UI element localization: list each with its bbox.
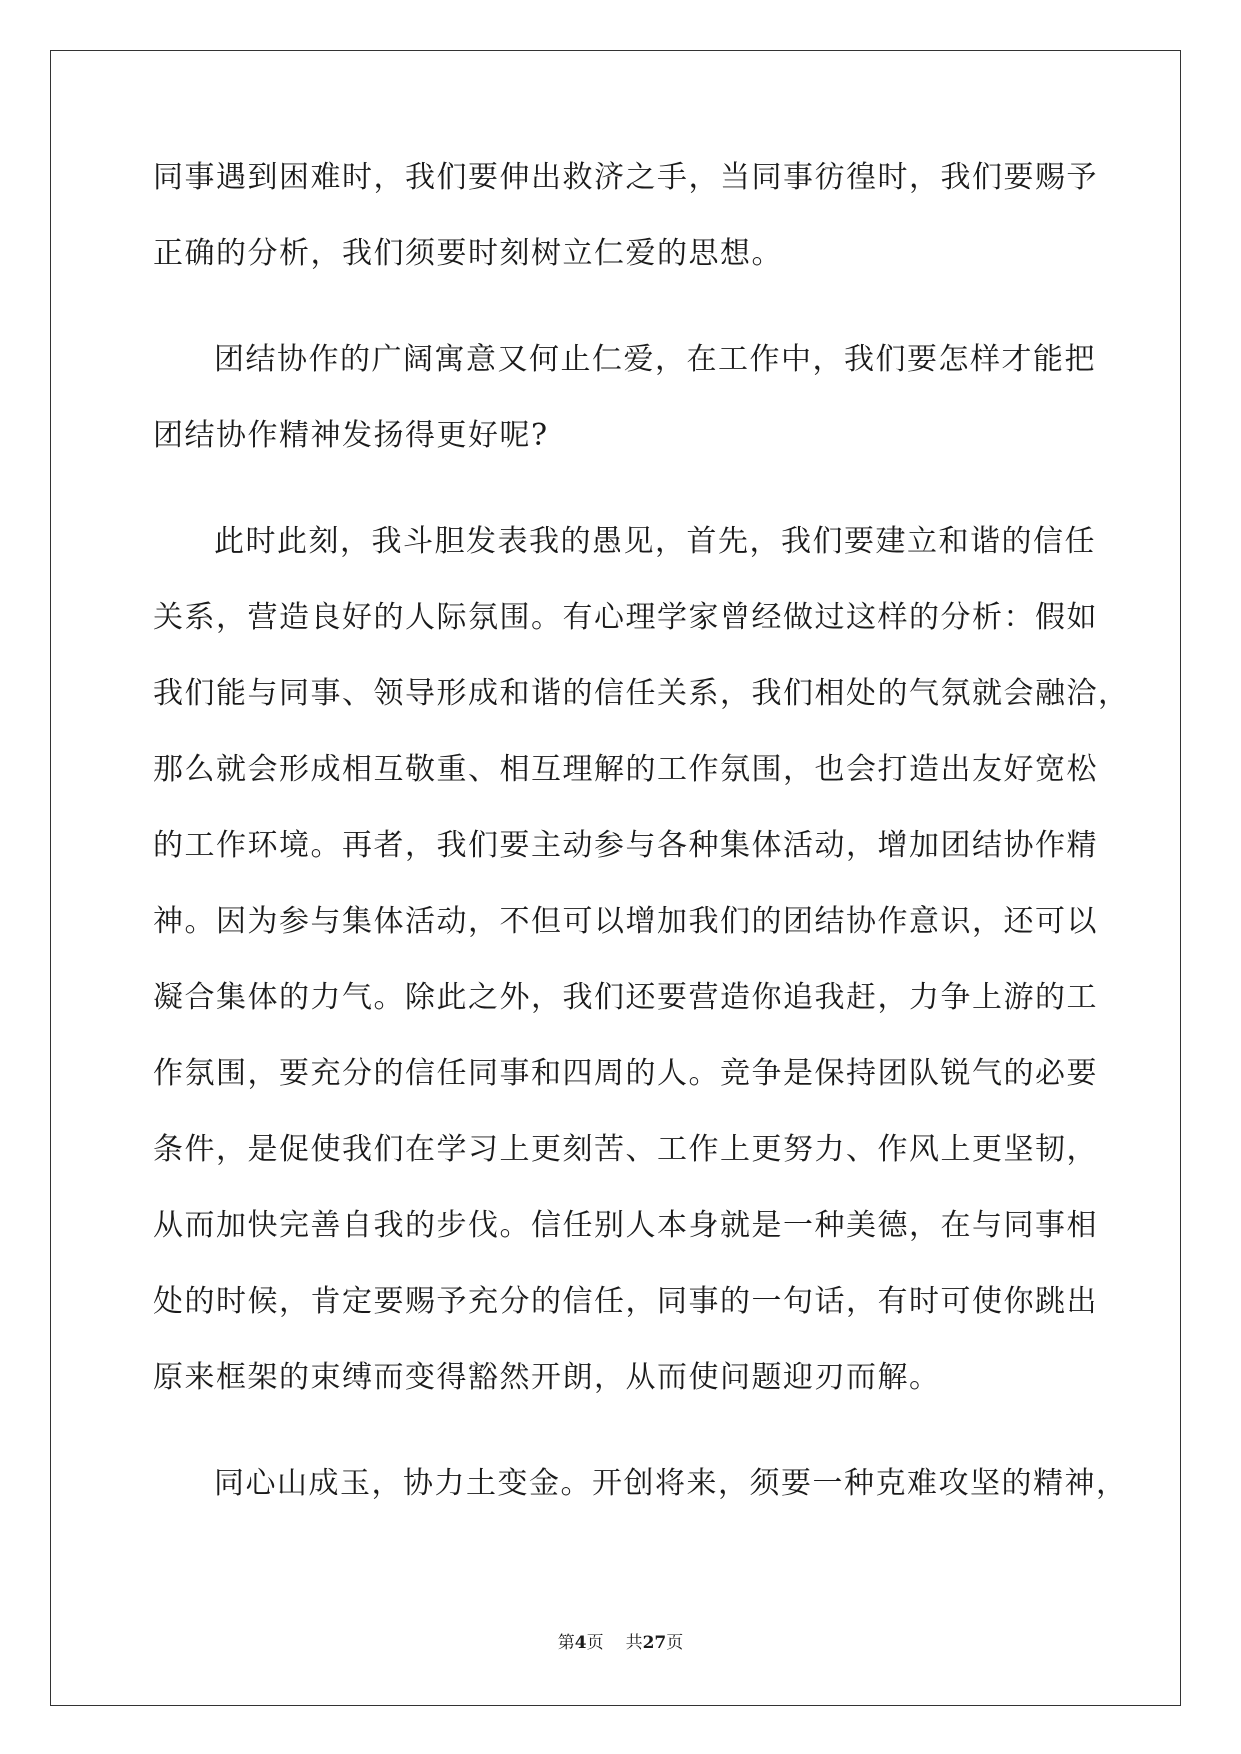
paragraph-first-line: 此时此刻，我斗胆发表我的愚见，首先，我们要建立和谐的信任 [214,524,1096,559]
paragraph-first-line: 团结协作的广阔寓意又何止仁爱，在工作中，我们要怎样才能把 [214,342,1096,377]
text-line: 条件，是促使我们在学习上更刻苦、工作上更努力、作风上更坚韧， [153,1132,1098,1167]
page-footer [0,1628,1241,1653]
paragraph-first-line: 同心山成玉，协力土变金。开创将来，须要一种克难攻坚的精神， [214,1466,1128,1501]
text-line: 的工作环境。再者，我们要主动参与各种集体活动，增加团结协作精 [153,828,1098,863]
text-line: 处的时候，肯定要赐予充分的信任，同事的一句话，有时可使你跳出 [153,1284,1098,1319]
text-line: 从而加快完善自我的步伐。信任别人本身就是一种美德，在与同事相 [153,1208,1098,1243]
page-border [50,50,1181,1706]
page-number: 4 [574,1633,587,1653]
page-label-suffix: 页 [586,1633,604,1653]
page-label-prefix: 第 [557,1633,575,1653]
text-line: 作氛围，要充分的信任同事和四周的人。竞争是保持团队锐气的必要 [153,1056,1098,1091]
text-line: 团结协作精神发扬得更好呢? [153,418,549,453]
text-line: 关系，营造良好的人际氛围。有心理学家曾经做过这样的分析：假如 [153,600,1098,635]
text-line: 凝合集体的力气。除此之外，我们还要营造你追我赶，力争上游的工 [153,980,1098,1015]
text-line: 同事遇到困难时，我们要伸出救济之手，当同事彷徨时，我们要赐予 [153,160,1098,195]
text-line: 正确的分析，我们须要时刻树立仁爱的思想。 [153,236,783,271]
total-label-suffix: 页 [666,1633,684,1653]
text-line: 那么就会形成相互敬重、相互理解的工作氛围，也会打造出友好宽松 [153,752,1098,787]
text-line: 我们能与同事、领导形成和谐的信任关系，我们相处的气氛就会融洽， [153,676,1130,711]
text-line: 神。因为参与集体活动，不但可以增加我们的团结协作意识，还可以 [153,904,1098,939]
total-label-prefix: 共 [625,1633,643,1653]
text-line: 原来框架的束缚而变得豁然开朗，从而使问题迎刃而解。 [153,1360,941,1395]
total-pages: 27 [642,1633,667,1653]
